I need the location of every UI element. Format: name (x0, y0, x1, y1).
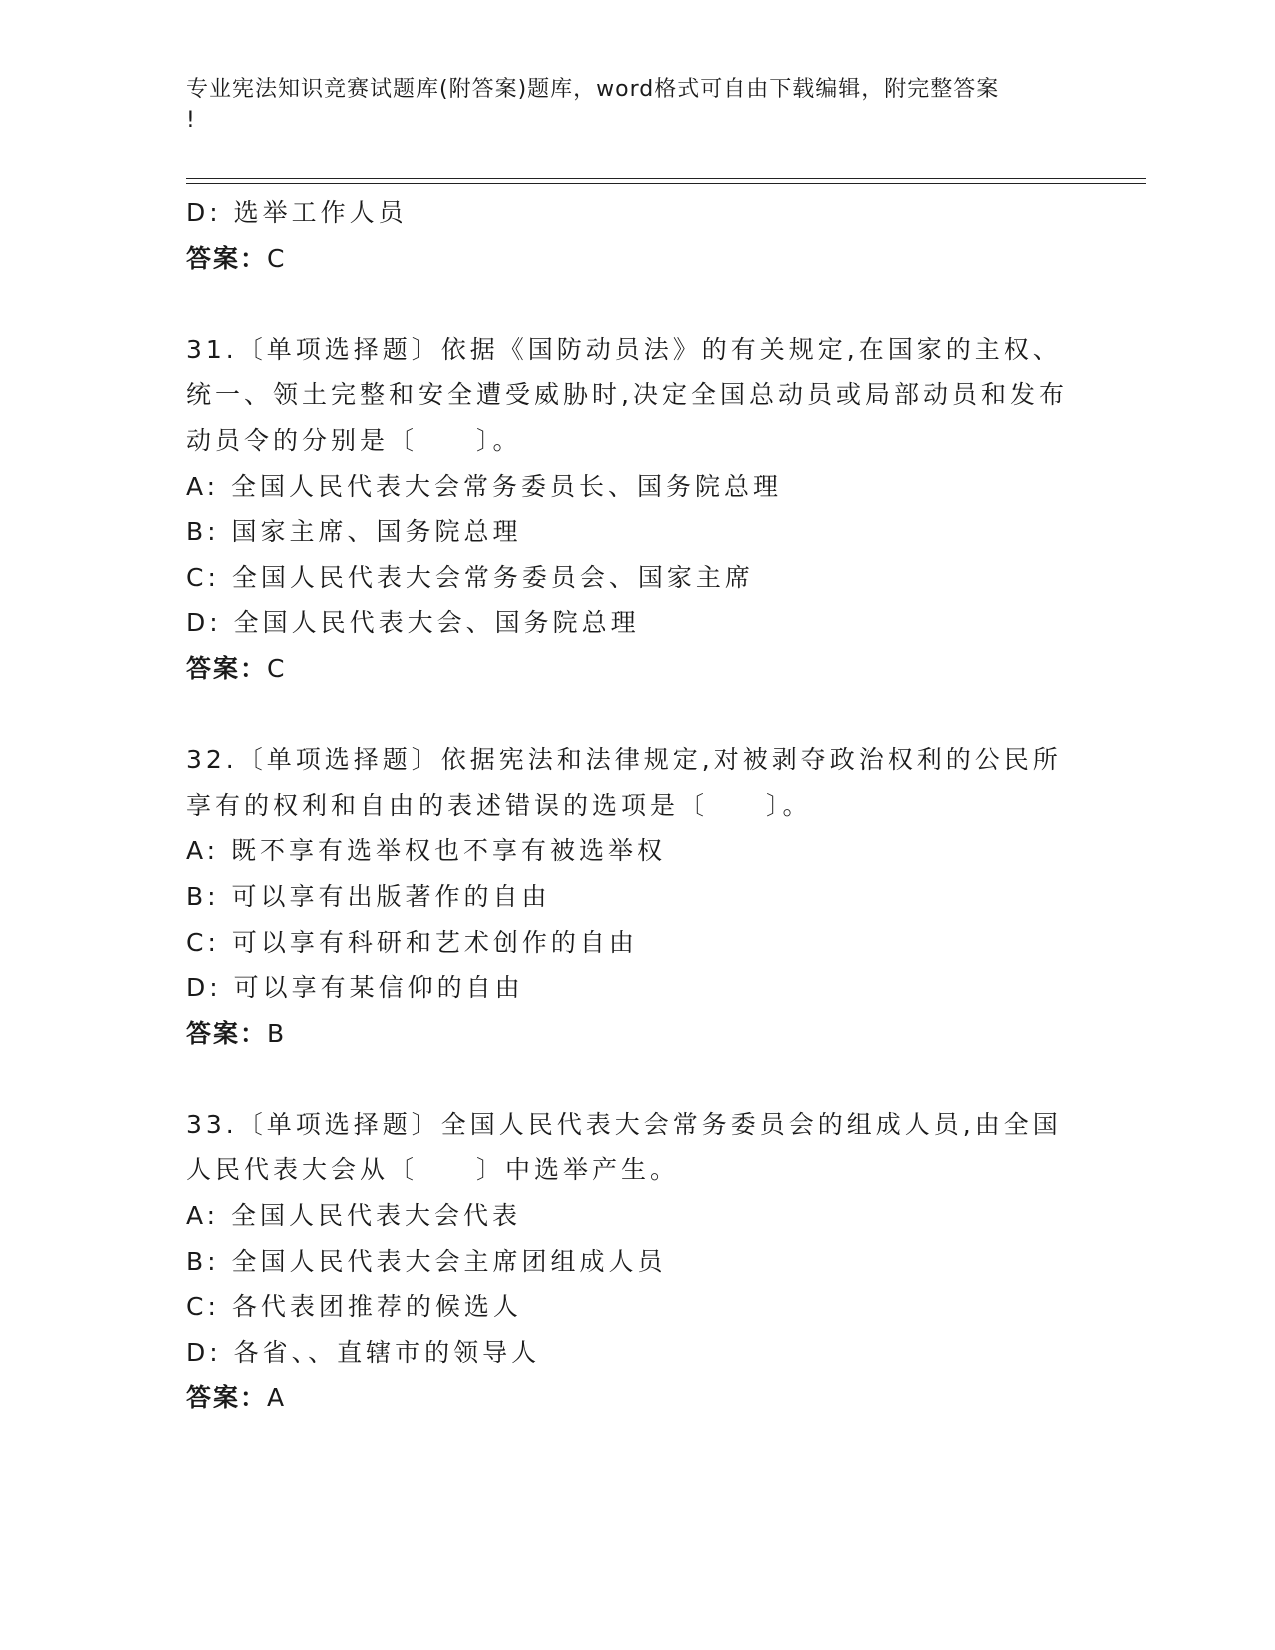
header-title: 专业宪法知识竞赛试题库(附答案)题库，word格式可自由下载编辑，附完整答案 (186, 77, 1000, 102)
question-list (186, 190, 1086, 1421)
answer-value: C (267, 653, 286, 683)
question-stem-line: 动员令的分别是〔 〕。 (186, 425, 522, 455)
option-a: A: 既不享有选举权也不享有被选举权 (186, 836, 667, 866)
question-32 (186, 737, 1086, 1056)
option-d: D: 可以享有某信仰的自由 (186, 973, 524, 1003)
option-d: D: 全国人民代表大会、国务院总理 (186, 608, 640, 638)
option-a: A: 全国人民代表大会代表 (186, 1201, 522, 1231)
header-title-continuation: ! (186, 108, 196, 133)
answer-value: B (267, 1018, 286, 1048)
option-b: B: 可以享有出版著作的自由 (186, 881, 551, 911)
question-stem-line: 统一、领土完整和安全遭受威胁时,决定全国总动员或局部动员和发布 (186, 380, 1068, 410)
answer-line (186, 1011, 1086, 1057)
question-stem-line: 人民代表大会从〔 〕中选举产生。 (186, 1155, 680, 1185)
option-c: C: 可以享有科研和艺术创作的自由 (186, 927, 638, 957)
question-stem-line: 32.〔单项选择题〕依据宪法和法律规定,对被剥夺政治权利的公民所 (186, 745, 1062, 775)
spacer (186, 281, 1086, 327)
header-divider-top (186, 178, 1146, 179)
answer-label: 答案： (186, 1018, 268, 1048)
option-b: B: 全国人民代表大会主席团组成人员 (186, 1246, 667, 1276)
answer-line (186, 1375, 1086, 1421)
answer-value: C (267, 243, 286, 273)
option-c: C: 各代表团推荐的候选人 (186, 1292, 522, 1322)
question-stem-line: 31.〔单项选择题〕依据《国防动员法》的有关规定,在国家的主权、 (186, 334, 1062, 364)
question-33 (186, 1102, 1086, 1421)
answer-label: 答案： (186, 653, 268, 683)
option-d: D: 各省、、直辖市的领导人 (186, 1337, 541, 1367)
option-d: D: 选举工作人员 (186, 198, 408, 227)
question-stem-line: 33.〔单项选择题〕全国人民代表大会常务委员会的组成人员,由全国 (186, 1109, 1062, 1139)
spacer (186, 692, 1086, 738)
option-c: C: 全国人民代表大会常务委员会、国家主席 (186, 562, 754, 592)
header-divider-bottom (186, 183, 1146, 184)
spacer (186, 1056, 1086, 1102)
answer-label: 答案： (186, 1383, 268, 1413)
answer-label: 答案： (186, 243, 268, 273)
answer-line (186, 646, 1086, 692)
previous-question-tail (186, 190, 1086, 281)
answer-line (186, 236, 1086, 282)
document-header (186, 74, 1066, 136)
option-b: B: 国家主席、国务院总理 (186, 517, 522, 547)
question-stem-line: 享有的权利和自由的表述错误的选项是〔 〕。 (186, 790, 812, 820)
answer-value: A (267, 1383, 286, 1413)
question-31 (186, 327, 1086, 692)
option-a: A: 全国人民代表大会常务委员长、国务院总理 (186, 471, 783, 501)
